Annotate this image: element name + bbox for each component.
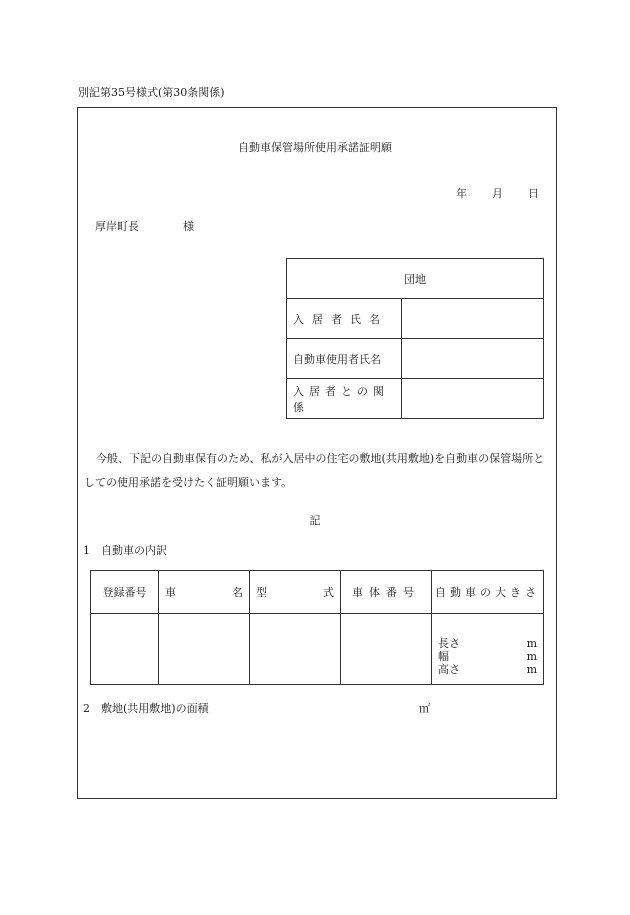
date-day: 日 <box>528 187 539 200</box>
header-name-left: 車 <box>165 586 176 599</box>
header-size: 自動車の大きさ <box>432 571 544 614</box>
relationship-label: 入居者との関係 <box>287 379 402 419</box>
section-2-heading <box>83 700 209 716</box>
header-model-left: 型 <box>256 586 267 599</box>
width-line <box>438 650 537 663</box>
header-name-right: 名 <box>232 586 243 599</box>
area-unit: ㎡ <box>419 702 430 715</box>
section-2-title: 敷地(共用敷地)の面積 <box>101 702 209 715</box>
vehicle-table <box>90 570 544 685</box>
section-1-number: 1 <box>83 544 90 557</box>
date-line <box>456 185 564 201</box>
addressee-suffix: 様 <box>183 220 194 233</box>
section-2-number: 2 <box>83 702 90 715</box>
form-reference: 別記第35号様式(第30条関係) <box>78 86 225 99</box>
relationship-field[interactable] <box>402 379 544 419</box>
header-model <box>250 571 341 614</box>
addressee-name: 厚岸町長 <box>95 220 139 233</box>
chassis-cell[interactable] <box>341 614 432 685</box>
height-label: 高さ <box>438 662 460 676</box>
height-line <box>438 663 537 676</box>
length-unit: m <box>526 636 537 650</box>
resident-name-field[interactable] <box>402 299 544 339</box>
header-vehicle-name <box>159 571 250 614</box>
page-title: 自動車保管場所使用承諾証明願 <box>238 141 392 154</box>
header-model-right: 式 <box>323 586 334 599</box>
resident-name-label: 入居者氏名 <box>287 299 402 339</box>
section-1-heading <box>83 542 167 558</box>
model-cell[interactable] <box>250 614 341 685</box>
ki-heading: 記 <box>309 514 321 527</box>
request-paragraph <box>84 447 554 495</box>
length-line <box>438 637 537 650</box>
width-label: 幅 <box>438 649 449 663</box>
vehicle-user-label: 自動車使用者氏名 <box>287 339 402 379</box>
vehicle-user-field[interactable] <box>402 339 544 379</box>
width-unit: m <box>526 649 537 663</box>
height-unit: m <box>526 662 537 676</box>
header-chassis: 車体番号 <box>341 571 432 614</box>
date-month: 月 <box>492 187 503 200</box>
registration-cell[interactable] <box>91 614 159 685</box>
request-text: 今般、下記の自動車保有のため、私が入居中の住宅の敷地(共用敷地)を自動車の保管場所としての使用承諾を受けたく証明願います。 <box>84 452 545 489</box>
vehicle-name-cell[interactable] <box>159 614 250 685</box>
addressee <box>95 218 194 234</box>
complex-label: 団地 <box>287 259 544 299</box>
applicant-table <box>286 258 544 419</box>
length-label: 長さ <box>438 636 460 650</box>
header-registration: 登録番号 <box>91 571 159 614</box>
section-1-title: 自動車の内訳 <box>101 544 167 557</box>
date-year: 年 <box>456 187 467 200</box>
size-cell[interactable] <box>432 614 544 685</box>
